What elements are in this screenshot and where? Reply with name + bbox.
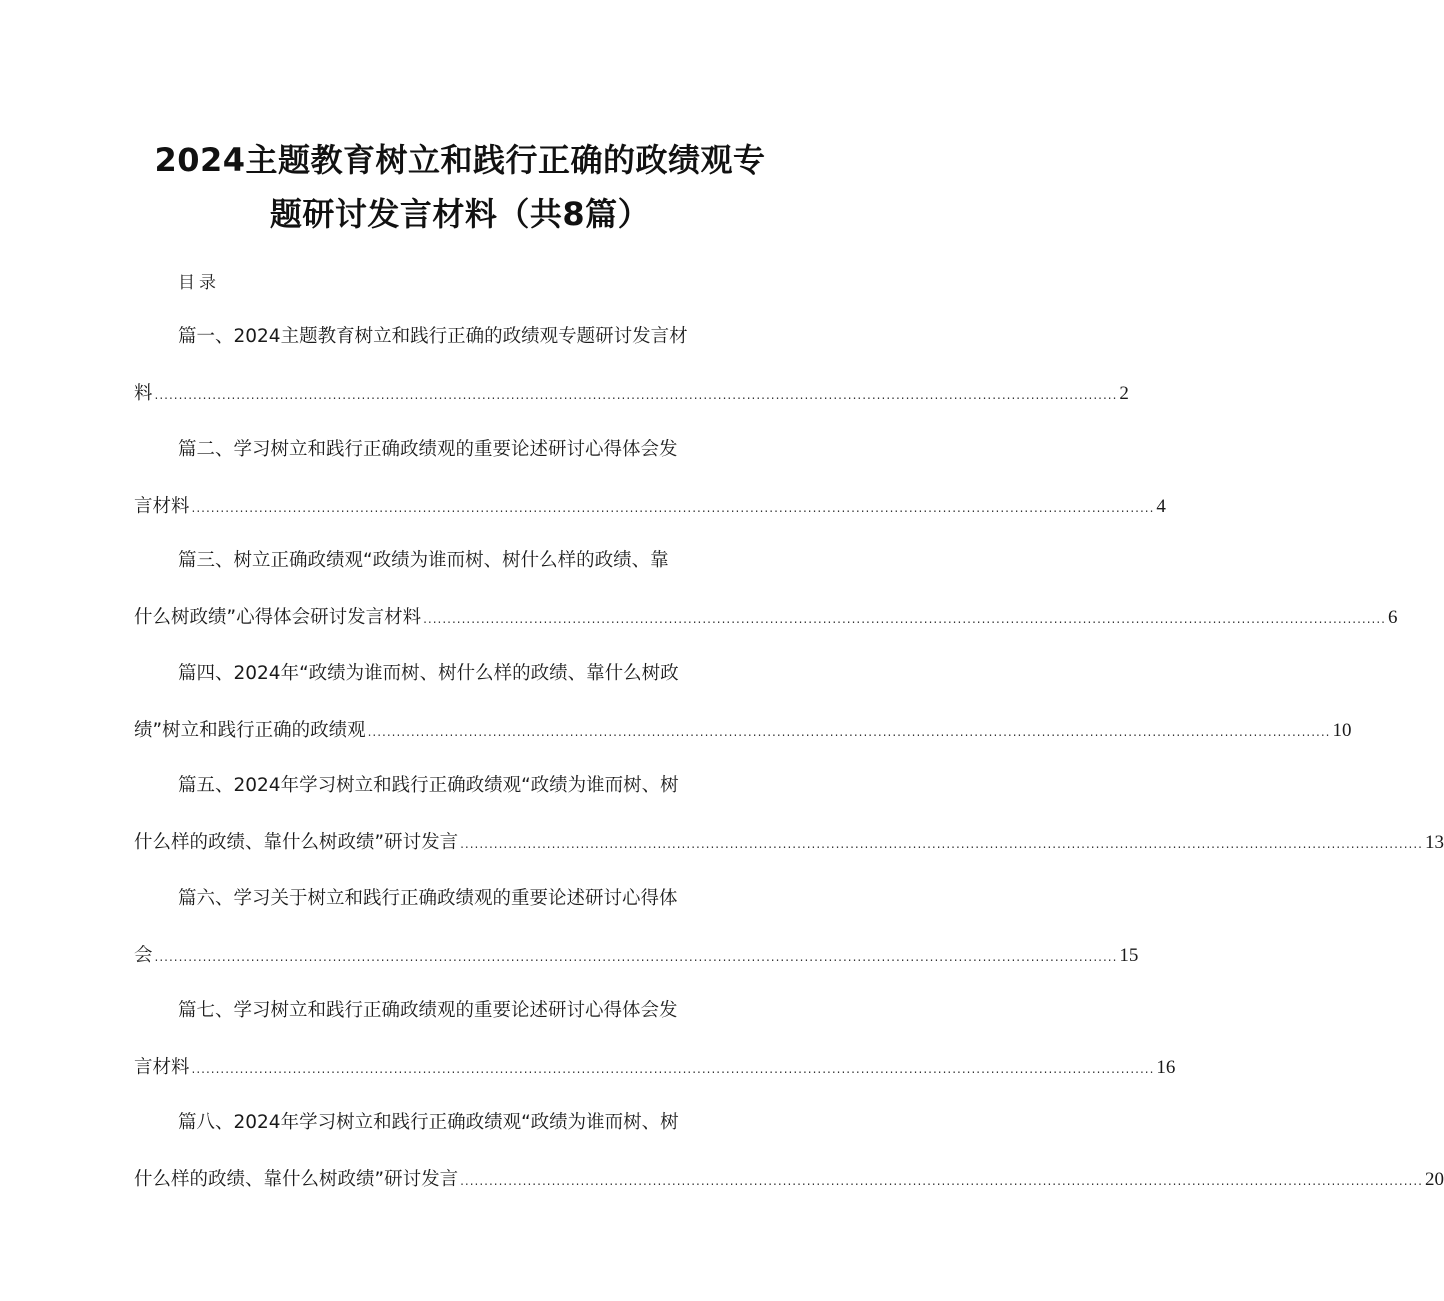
toc-entry-text: 篇八、2024年学习树立和践行正确政绩观“政绩为谁而树、树 [178,1112,679,1133]
toc-entry-continuation: 绩”树立和践行正确的政绩观 [134,720,366,741]
toc-page-number: 15 [1119,945,1139,966]
toc-page-number: 6 [1387,607,1398,628]
dot-leader: ........................................................................................................................................................................................................ [154,950,1118,964]
toc-entry-text: 篇五、2024年学习树立和践行正确政绩观“政绩为谁而树、树 [178,775,679,796]
toc-entry-text: 篇四、2024年“政绩为谁而树、树什么样的政绩、靠什么树政 [178,663,679,684]
title-line-1: 2024主题教育树立和践行正确的政绩观专 [154,141,766,179]
title-line-2: 题研讨发言材料（共8篇） [269,195,651,233]
toc-page-number: 10 [1332,720,1352,741]
toc-entry-continuation: 什么样的政绩、靠什么树政绩”研讨发言 [134,1169,459,1190]
dot-leader: ........................................................................................................................................................................................................ [154,388,1118,402]
toc-entry-text: 篇七、学习树立和践行正确政绩观的重要论述研讨心得体会发 [178,1000,678,1021]
toc-entry-continuation: 料 [134,383,153,404]
dot-leader: ........................................................................................................................................................................................................ [191,501,1155,515]
toc-entry-continuation: 言材料 [134,1057,190,1078]
dot-leader: ........................................................................................................................................................................................................ [367,725,1331,739]
toc-entry-text: 篇六、学习关于树立和践行正确政绩观的重要论述研讨心得体 [178,888,678,909]
dot-leader: ........................................................................................................................................................................................................ [423,612,1386,626]
toc-page-number: 2 [1119,383,1129,404]
toc-entry-text: 篇二、学习树立和践行正确政绩观的重要论述研讨心得体会发 [178,439,678,460]
toc-heading: 目录 [178,273,220,293]
dot-leader: ........................................................................................................................................................................................................ [191,1062,1155,1076]
toc-entry-continuation: 会 [134,945,153,966]
toc-entry-text: 篇一、2024主题教育树立和践行正确的政绩观专题研讨发言材 [178,326,688,347]
toc-page-number: 20 [1424,1169,1444,1190]
document-title [120,133,800,241]
toc-page-number: 4 [1156,496,1166,517]
toc-page-number: 13 [1424,832,1444,853]
toc-entry-continuation: 什么树政绩”心得体会研讨发言材料 [134,607,422,628]
toc-entry-continuation: 什么样的政绩、靠什么树政绩”研讨发言 [134,832,459,853]
dot-leader: ........................................................................................................................................................................................................ [460,837,1423,851]
toc-entry-continuation: 言材料 [134,496,190,517]
toc-entry-text: 篇三、树立正确政绩观“政绩为谁而树、树什么样的政绩、靠 [178,550,669,571]
dot-leader: ........................................................................................................................................................................................................ [460,1174,1423,1188]
toc-page-number: 16 [1156,1057,1176,1078]
